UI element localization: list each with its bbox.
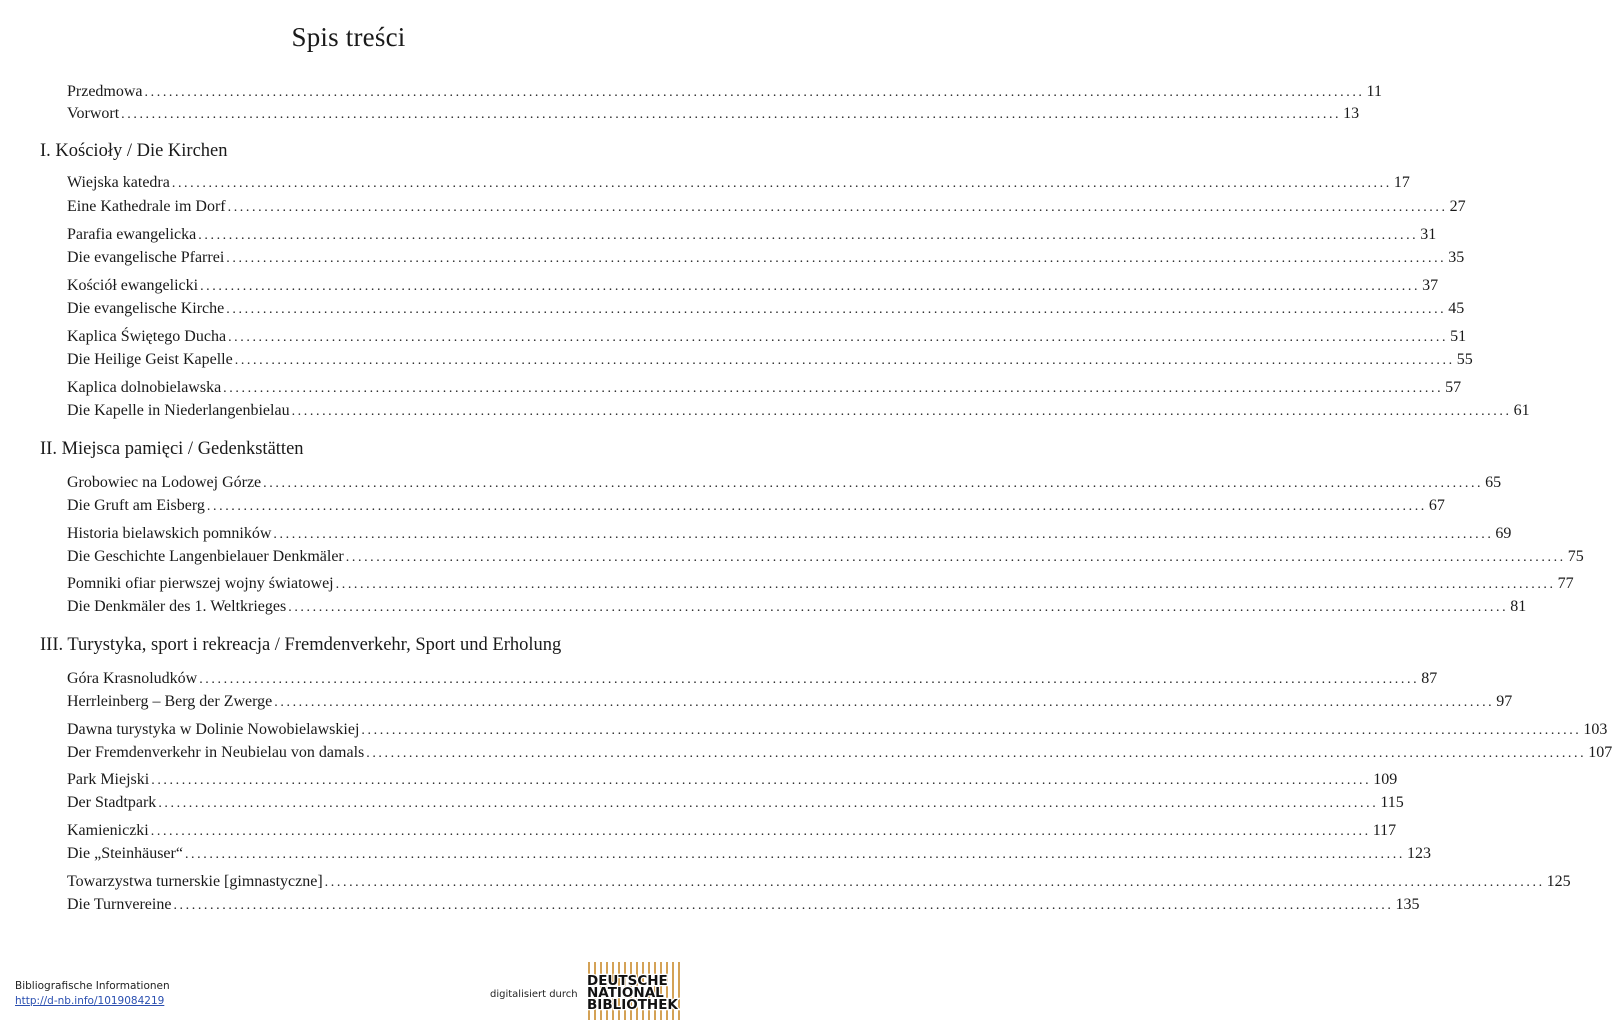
toc-entry-title: Der Fremdenverkehr in Neubielau von damals bbox=[67, 744, 365, 761]
toc-entry[interactable] bbox=[67, 744, 1612, 766]
toc-entry-page: 31 bbox=[1420, 226, 1437, 243]
toc-entry-title: Historia bielawskich pomników bbox=[67, 525, 272, 542]
toc-entry-title: Die Geschichte Langenbielauer Denkmäler bbox=[67, 548, 344, 565]
toc-entry[interactable] bbox=[67, 351, 1473, 373]
dot-leader: ........................................................................................................................................................................................................ bbox=[345, 550, 1566, 565]
toc-entry-title: Grobowiec na Lodowej Górze bbox=[67, 474, 262, 491]
toc-entry-title: Pomniki ofiar pierwszej wojny światowej bbox=[67, 575, 334, 592]
toc-entry-page: 103 bbox=[1583, 721, 1608, 738]
page-title: Spis treści bbox=[291, 22, 406, 52]
digitized-by-label: digitalisiert durch bbox=[490, 989, 578, 1000]
bibliographic-info bbox=[15, 980, 170, 1007]
dot-leader: ........................................................................................................................................................................................................ bbox=[206, 499, 1427, 514]
dot-leader: ........................................................................................................................................................................................................ bbox=[324, 875, 1545, 890]
toc-entry[interactable] bbox=[67, 83, 1382, 105]
dot-leader: ........................................................................................................................................................................................................ bbox=[226, 302, 1447, 317]
toc-entry-title: Towarzystwa turnerskie [gimnastyczne] bbox=[67, 873, 323, 890]
toc-entry[interactable] bbox=[67, 794, 1404, 816]
toc-entry-page: 75 bbox=[1567, 548, 1584, 565]
toc-entry[interactable] bbox=[67, 598, 1527, 620]
dot-leader: ........................................................................................................................................................................................................ bbox=[184, 847, 1405, 862]
toc-entry-title: Eine Kathedrale im Dorf bbox=[67, 198, 226, 215]
dot-leader: ........................................................................................................................................................................................................ bbox=[234, 353, 1455, 368]
dot-leader: ........................................................................................................................................................................................................ bbox=[171, 176, 1392, 191]
toc-entry[interactable] bbox=[67, 249, 1465, 271]
toc-entry-page: 109 bbox=[1373, 771, 1398, 788]
toc-entry-page: 69 bbox=[1495, 525, 1512, 542]
dot-leader: ........................................................................................................................................................................................................ bbox=[274, 695, 1495, 710]
toc-entry-page: 123 bbox=[1406, 845, 1431, 862]
toc-entry[interactable] bbox=[67, 198, 1466, 220]
section-heading: II. Miejsca pamięci / Gedenkstätten bbox=[40, 439, 304, 459]
dot-leader: ........................................................................................................................................................................................................ bbox=[291, 404, 1512, 419]
toc-entry-title: Herrleinberg – Berg der Zwerge bbox=[67, 693, 273, 710]
toc-entry-title: Kościół ewangelicki bbox=[67, 277, 199, 294]
toc-entry-page: 11 bbox=[1366, 83, 1382, 100]
dot-leader: ........................................................................................................................................................................................................ bbox=[228, 330, 1449, 345]
dot-leader: ........................................................................................................................................................................................................ bbox=[361, 723, 1582, 738]
toc-entry-title: Die Turnvereine bbox=[67, 896, 172, 913]
toc-entry[interactable] bbox=[67, 379, 1462, 401]
toc-entry-title: Die Gruft am Eisberg bbox=[67, 497, 205, 514]
toc-entry-page: 115 bbox=[1380, 794, 1404, 811]
toc-entry-page: 77 bbox=[1557, 575, 1574, 592]
dot-leader: ........................................................................................................................................................................................................ bbox=[288, 600, 1509, 615]
toc-entry-page: 65 bbox=[1485, 474, 1502, 491]
dot-leader: ........................................................................................................................................................................................................ bbox=[121, 107, 1342, 122]
toc-entry-page: 27 bbox=[1449, 198, 1466, 215]
toc-entry-title: Die evangelische Pfarrei bbox=[67, 249, 225, 266]
toc-entry-page: 87 bbox=[1421, 670, 1438, 687]
dot-leader: ........................................................................................................................................................................................................ bbox=[198, 228, 1419, 243]
toc-entry-title: Die Denkmäler des 1. Weltkrieges bbox=[67, 598, 287, 615]
toc-entry[interactable] bbox=[67, 226, 1437, 248]
toc-entry-title: Parafia ewangelicka bbox=[67, 226, 197, 243]
dot-leader: ........................................................................................................................................................................................................ bbox=[199, 672, 1420, 687]
dot-leader: ........................................................................................................................................................................................................ bbox=[263, 476, 1484, 491]
toc-entry[interactable] bbox=[67, 328, 1467, 350]
section-heading: III. Turystyka, sport i rekreacja / Fremdenverkehr, Sport und Erholung bbox=[40, 635, 562, 655]
toc-entry-title: Kaplica Świętego Ducha bbox=[67, 328, 227, 345]
section-heading: I. Kościoły / Die Kirchen bbox=[40, 141, 228, 161]
dot-leader: ........................................................................................................................................................................................................ bbox=[366, 746, 1587, 761]
toc-entry-title: Park Miejski bbox=[67, 771, 150, 788]
toc-entry-page: 55 bbox=[1456, 351, 1473, 368]
dot-leader: ........................................................................................................................................................................................................ bbox=[226, 251, 1447, 266]
toc-entry-title: Die evangelische Kirche bbox=[67, 300, 225, 317]
toc-entry-title: Kamieniczki bbox=[67, 822, 149, 839]
toc-entry-page: 117 bbox=[1372, 822, 1397, 839]
toc-entry-page: 35 bbox=[1448, 249, 1465, 266]
dot-leader: ........................................................................................................................................................................................................ bbox=[144, 85, 1365, 100]
bibliographic-info-link[interactable]: http://d-nb.info/1019084219 bbox=[15, 995, 165, 1007]
toc-entry[interactable] bbox=[67, 300, 1465, 322]
toc-entry[interactable] bbox=[67, 693, 1513, 715]
toc-entry-page: 135 bbox=[1395, 896, 1420, 913]
dnb-logo-line: BIBLIOTHEK bbox=[587, 997, 678, 1013]
toc-entry-page: 57 bbox=[1445, 379, 1462, 396]
bibliographic-info-label: Bibliografische Informationen bbox=[15, 980, 170, 992]
toc-entry-page: 13 bbox=[1343, 105, 1360, 122]
toc-entry-title: Dawna turystyka w Dolinie Nowobielawskiej bbox=[67, 721, 360, 738]
dot-leader: ........................................................................................................................................................................................................ bbox=[150, 824, 1371, 839]
toc-entry[interactable] bbox=[67, 497, 1445, 519]
dot-leader: ........................................................................................................................................................................................................ bbox=[151, 773, 1372, 788]
dot-leader: ........................................................................................................................................................................................................ bbox=[335, 577, 1556, 592]
dnb-logo bbox=[585, 962, 685, 1020]
toc-entry-page: 37 bbox=[1422, 277, 1439, 294]
toc-entry-title: Przedmowa bbox=[67, 83, 143, 100]
toc-entry-page: 51 bbox=[1450, 328, 1467, 345]
toc-entry[interactable] bbox=[67, 525, 1512, 547]
toc-entry-page: 107 bbox=[1588, 744, 1612, 761]
dot-leader: ........................................................................................................................................................................................................ bbox=[227, 200, 1448, 215]
toc-entry[interactable] bbox=[67, 105, 1360, 127]
toc-entry-page: 45 bbox=[1448, 300, 1465, 317]
dnb-logo-line: DEUTSCHE bbox=[587, 973, 668, 989]
dot-leader: ........................................................................................................................................................................................................ bbox=[200, 279, 1421, 294]
toc-entry[interactable] bbox=[67, 896, 1420, 918]
toc-entry[interactable] bbox=[67, 548, 1584, 570]
toc-entry-title: Góra Krasnoludków bbox=[67, 670, 198, 687]
toc-entry-title: Der Stadtpark bbox=[67, 794, 157, 811]
toc-entry[interactable] bbox=[67, 474, 1502, 496]
toc-entry-title: Vorwort bbox=[67, 105, 120, 122]
toc-entry-title: Wiejska katedra bbox=[67, 174, 170, 191]
toc-entry[interactable] bbox=[67, 402, 1530, 424]
toc-entry-page: 125 bbox=[1546, 873, 1571, 890]
toc-entry-title: Die Heilige Geist Kapelle bbox=[67, 351, 233, 368]
toc-entry[interactable] bbox=[67, 845, 1431, 867]
toc-entry[interactable] bbox=[67, 771, 1398, 793]
dot-leader: ........................................................................................................................................................................................................ bbox=[158, 796, 1379, 811]
toc-entry-page: 61 bbox=[1513, 402, 1530, 419]
toc-entry-page: 81 bbox=[1510, 598, 1527, 615]
toc-entry-page: 97 bbox=[1496, 693, 1513, 710]
toc-entry-title: Kaplica dolnobielawska bbox=[67, 379, 222, 396]
toc-entry[interactable] bbox=[67, 721, 1608, 743]
dot-leader: ........................................................................................................................................................................................................ bbox=[173, 898, 1394, 913]
toc-entry[interactable] bbox=[67, 670, 1438, 692]
toc-entry[interactable] bbox=[67, 822, 1397, 844]
dnb-logo-line: NATIONAL bbox=[587, 985, 664, 1001]
toc-entry[interactable] bbox=[67, 277, 1439, 299]
toc-entry-page: 67 bbox=[1428, 497, 1445, 514]
toc-entry[interactable] bbox=[67, 575, 1574, 597]
toc-entry[interactable] bbox=[67, 174, 1410, 196]
dot-leader: ........................................................................................................................................................................................................ bbox=[223, 381, 1444, 396]
dot-leader: ........................................................................................................................................................................................................ bbox=[273, 527, 1494, 542]
toc-entry[interactable] bbox=[67, 873, 1571, 895]
toc-entry-page: 17 bbox=[1393, 174, 1410, 191]
toc-entry-title: Die „Steinhäuser“ bbox=[67, 845, 183, 862]
toc-entry-title: Die Kapelle in Niederlangenbielau bbox=[67, 402, 290, 419]
